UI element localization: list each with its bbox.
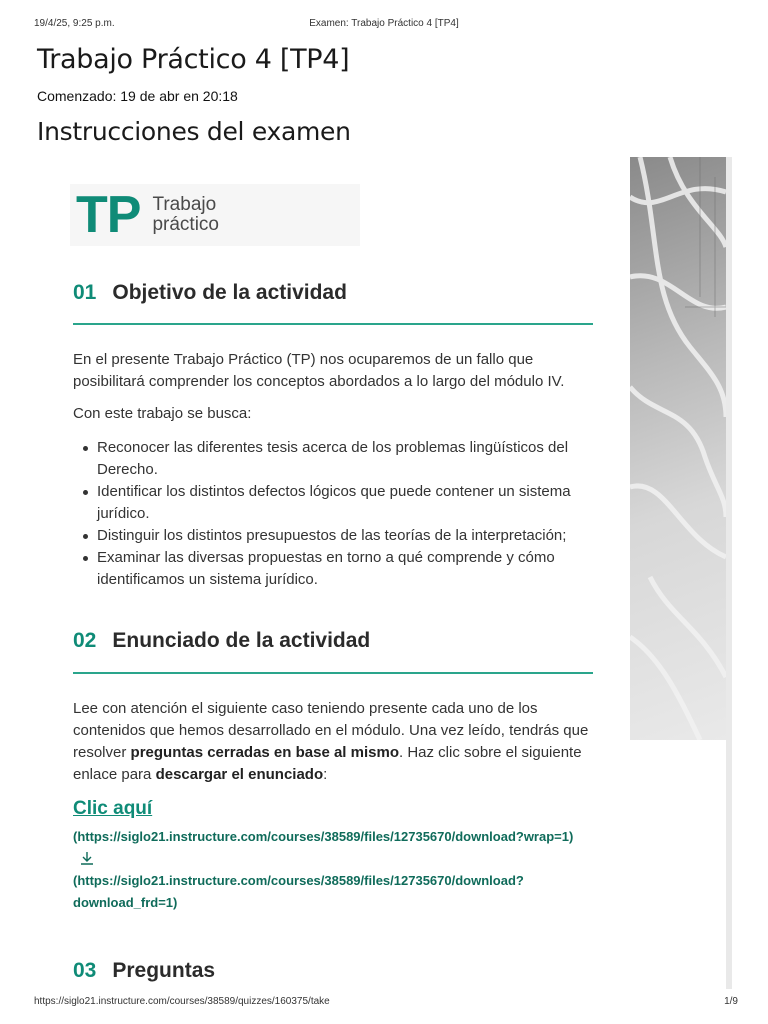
statement-text-2: . Haz clic sobre el siguiente enlace para [73, 744, 582, 783]
tp-logo [70, 184, 360, 246]
download-icon[interactable] [79, 851, 95, 865]
section-title: Preguntas [112, 959, 216, 982]
page-title: Trabajo Práctico 4 [TP4] [37, 44, 350, 75]
section-number: 02 [73, 629, 97, 652]
started-timestamp: Comenzado: 19 de abr en 20:18 [37, 88, 238, 104]
logo-letters: TP [76, 186, 141, 244]
section-divider [73, 672, 593, 674]
objective-paragraph: En el presente Trabajo Práctico (TP) nos ocuparemos de un fallo que posibilitará comprender los conceptos abordados a lo largo del módulo IV. [73, 351, 565, 390]
section-heading-statement [73, 629, 370, 653]
logo-words [152, 195, 219, 235]
list-item: Identificar los distintos defectos lógicos que puede contener un sistema jurídico. [97, 481, 597, 525]
logo-line-2: práctico [152, 214, 219, 235]
section-heading-questions [73, 959, 215, 983]
instructions-title: Instrucciones del examen [37, 117, 351, 146]
section-number: 01 [73, 281, 97, 304]
statement-text-1: Lee con atención el siguiente caso teniendo presente cada uno de los contenidos que hemos desarrollado en el módulo. Una vez leído, tendrás que resolver [73, 700, 589, 761]
objective-list [97, 437, 597, 591]
logo-line-1: Trabajo [152, 194, 217, 215]
list-item: Examinar las diversas propuestas en torno a qué comprende y cómo identificamos un sistema jurídico. [97, 547, 597, 591]
decorative-banner-image [630, 157, 726, 740]
objective-intro: Con este trabajo se busca: [73, 405, 252, 422]
print-doc-title: Examen: Trabajo Práctico 4 [TP4] [309, 18, 459, 29]
list-item: Distinguir los distintos presupuestos de las teorías de la interpretación; [97, 525, 597, 547]
banner-pattern [630, 157, 726, 740]
footer-url: https://siglo21.instructure.com/courses/38589/quizzes/160375/take [34, 996, 330, 1007]
section-number: 03 [73, 959, 97, 982]
download-url-wrap[interactable]: (https://siglo21.instructure.com/courses/38589/files/12735670/download?wrap=1) [73, 829, 574, 844]
list-item: Reconocer las diferentes tesis acerca de los problemas lingüísticos del Derecho. [97, 437, 597, 481]
section-title: Enunciado de la actividad [112, 629, 371, 652]
side-strip [726, 157, 732, 989]
page-number: 1/9 [724, 996, 738, 1007]
download-link-wrap[interactable] [73, 826, 593, 870]
section-divider [73, 323, 593, 325]
section-heading-objective [73, 281, 347, 305]
statement-paragraph [73, 698, 593, 786]
download-link-direct[interactable]: (https://siglo21.instructure.com/courses/38589/files/12735670/download?download_frd=1) [73, 873, 524, 910]
statement-bold-2: descargar el enunciado [155, 766, 324, 783]
click-here-link[interactable]: Clic aquí [73, 798, 153, 819]
section-title: Objetivo de la actividad [112, 281, 347, 304]
statement-bold-1: preguntas cerradas en base al mismo [130, 744, 399, 761]
print-date: 19/4/25, 9:25 p.m. [34, 18, 115, 29]
statement-text-3: : [323, 766, 328, 783]
